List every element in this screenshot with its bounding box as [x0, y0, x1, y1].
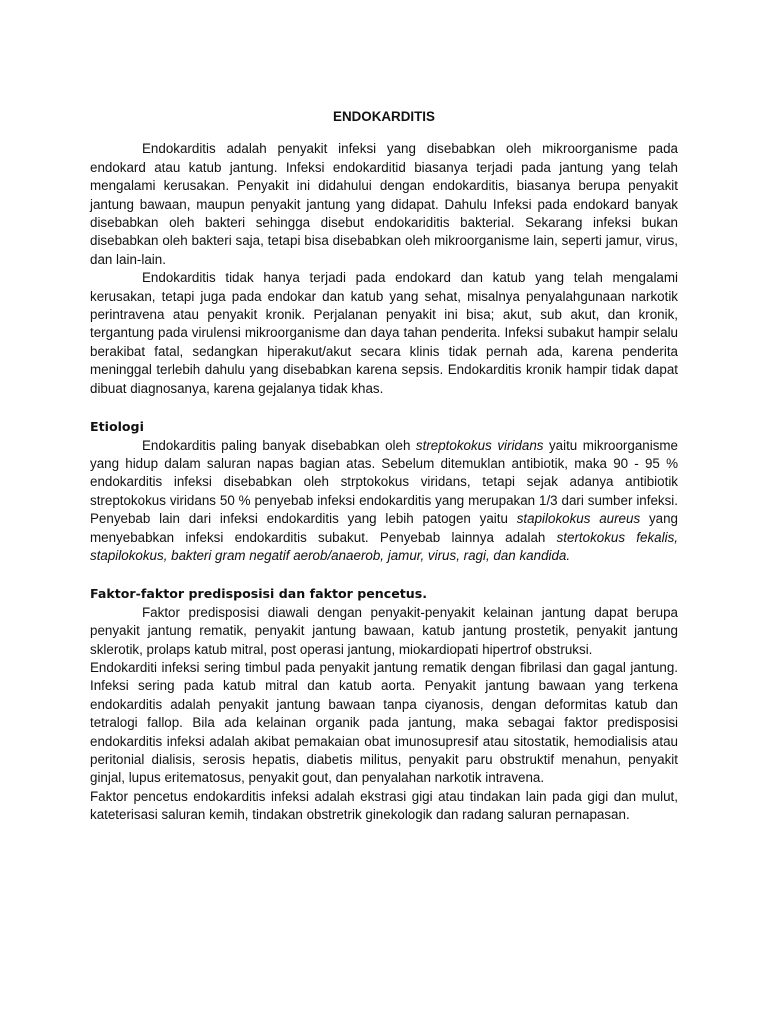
faktor-paragraph-3: Faktor pencetus endokarditis infeksi adalah ekstrasi gigi atau tindakan lain pada gigi dan mulut, kateterisasi saluran kemih, tindakan obstretrik ginekologik dan radang saluran pernapasan. [90, 788, 678, 823]
etiologi-italic-2: stapilokokus aureus [516, 511, 641, 527]
faktor-paragraph-2: Endokarditi infeksi sering timbul pada penyakit jantung rematik dengan fibrilasi dan gagal jantung. Infeksi sering pada katub mitral dan katub aorta. Penyakit jantung bawaan yang terkena endokarditis adalah penyakit jantung bawaan tanpa ciyanosis, dengan deformitas katub dan tetralogi fallop. Bila ada kelainan organik pada jantung, maka sebagai faktor predisposisi endokarditis infeksi adalah akibat pemakaian obat imunosupresif atau sitostatik, hemodialisis atau peritonial dialisis, serosis hepatis, diabetis militus, penyakit paru obstruktif menahun, penyakit ginjal, lupus eritematosus, penyakit gout, dan penyalahan narkotik intravena. [90, 659, 678, 786]
document-page [90, 108, 678, 825]
document-title: ENDOKARDITIS [333, 109, 435, 124]
etiologi-heading: Etiologi [90, 419, 144, 435]
faktor-paragraph-1: Faktor predisposisi diawali dengan penyakit-penyakit kelainan jantung dapat berupa penyakit jantung rematik, penyakit jantung bawaan, katub jantung prostetik, penyakit jantung sklerotik, prolaps katub mitral, post operasi jantung, miokardiopati hipertrof obstruksi. [90, 604, 678, 657]
faktor-heading: Faktor-faktor predisposisi dan faktor pencetus. [90, 586, 428, 602]
etiologi-text-3: yang menyebabkan infeksi endokarditis subakut. Penyebab lainnya adalah [90, 511, 678, 545]
etiologi-text-2: yaitu mikroorganisme yang hidup dalam saluran napas bagian atas. Sebelum ditemuklan antibiotik, maka 90 - 95 % endokarditis infeksi disebabkan oleh strptokokus viridans, tetapi sejak adanya antibiotik streptokokus viridans 50 % penyebab infeksi endokarditis yang merupakan 1/3 dari sumber infeksi. Penyebab lain dari infeksi endokarditis yang lebih patogen yaitu [90, 437, 678, 527]
etiologi-italic-3: stertokokus fekalis, stapilokokus, bakteri gram negatif aerob/anaerob, jamur, virus, ragi, dan kandida. [90, 529, 678, 563]
etiologi-text-1: Endokarditis paling banyak disebabkan oleh [142, 437, 416, 453]
etiologi-italic-1: streptokokus viridans [415, 437, 544, 453]
intro-paragraph-2: Endokarditis tidak hanya terjadi pada endokard dan katub yang telah mengalami kerusakan, tetapi juga pada endokar dan katub yang sehat, misalnya penyalahgunaan narkotik perintravena atau penyakit kronik. Perjalanan penyakit ini bisa; akut, sub akut, dan kronik, tergantung pada virulensi mikroorganisme dan daya tahan penderita. Infeksi subakut hampir selalu berakibat fatal, sedangkan hiperakut/akut secara klinis tidak pernah ada, karena penderita meninggal terlebih dahulu yang disebabkan karena sepsis. Endokarditis kronik hampir tidak dapat dibuat diagnosanya, karena gejalanya tidak khas. [90, 270, 678, 396]
intro-paragraph-1: Endokarditis adalah penyakit infeksi yang disebabkan oleh mikroorganisme pada endokard atau katub jantung. Infeksi endokarditid biasanya terjadi pada jantung yang telah mengalami kerusakan. Penyakit ini didahului dengan endokarditis, biasanya berupa penyakit jantung bawaan, maupun penyakit jantung yang didapat. Dahulu Infeksi pada endokard banyak disebabkan oleh bakteri sehingga disebut endokariditis bakterial. Sekarang infeksi bukan disebabkan oleh bakteri saja, tetapi bisa disebabkan oleh mikroorganisme lain, seperti jamur, virus, dan lain-lain. [90, 141, 678, 267]
etiologi-paragraph [90, 437, 678, 566]
